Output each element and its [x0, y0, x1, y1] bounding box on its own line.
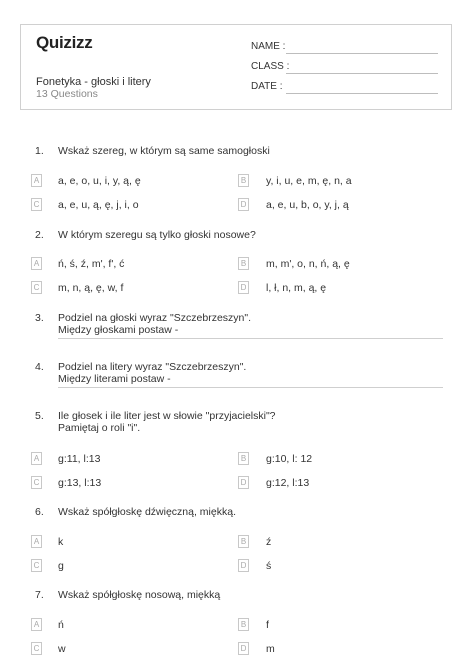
option-text: k — [58, 536, 64, 548]
option-letter-box[interactable]: A — [31, 535, 42, 548]
option-text: g — [58, 560, 64, 572]
question-number: 6. — [35, 506, 44, 518]
option-text: a, e, u, b, o, y, j, ą — [266, 199, 349, 211]
option-letter-box[interactable]: D — [238, 281, 249, 294]
option-letter-box[interactable]: C — [31, 476, 42, 489]
question-text: Ile głosek i ile liter jest w słowie "przyjacielski"? Pamiętaj o roli "i". — [58, 410, 276, 434]
option-text: ź — [266, 536, 272, 548]
option-letter-box[interactable]: A — [31, 257, 42, 270]
option-text: y, i, u, e, m, ę, n, a — [266, 175, 352, 187]
option-text: l, ł, n, m, ą, ę — [266, 282, 327, 294]
question-number: 3. — [35, 312, 44, 324]
option-letter-box[interactable]: B — [238, 257, 249, 270]
option-letter-box[interactable]: D — [238, 642, 249, 655]
answer-line[interactable] — [58, 387, 443, 388]
class-field[interactable] — [286, 73, 438, 74]
option-text: ń, ś, ź, m', f', ć — [58, 258, 125, 270]
option-text: m — [266, 643, 275, 655]
question-number: 1. — [35, 145, 44, 157]
option-text: w — [58, 643, 66, 655]
question-text: Wskaż spółgłoskę nosową, miękką — [58, 589, 221, 601]
option-text: m, m', o, n, ń, ą, ę — [266, 258, 350, 270]
option-text: g:13, l:13 — [58, 477, 102, 489]
option-letter-box[interactable]: D — [238, 559, 249, 572]
option-text: f — [266, 619, 269, 631]
option-letter-box[interactable]: C — [31, 559, 42, 572]
date-field[interactable] — [286, 93, 438, 94]
class-label: CLASS : — [251, 61, 290, 72]
option-text: ń — [58, 619, 64, 631]
option-text: ś — [266, 560, 272, 572]
name-field[interactable] — [286, 53, 438, 54]
option-letter-box[interactable]: B — [238, 618, 249, 631]
option-text: g:10, l: 12 — [266, 453, 313, 465]
question-number: 4. — [35, 361, 44, 373]
option-letter-box[interactable]: B — [238, 452, 249, 465]
option-letter-box[interactable]: D — [238, 476, 249, 489]
option-letter-box[interactable]: A — [31, 452, 42, 465]
option-letter-box[interactable]: A — [31, 618, 42, 631]
worksheet-title: Fonetyka - głoski i litery — [36, 76, 151, 88]
option-text: a, e, o, u, i, y, ą, ę — [58, 175, 141, 187]
option-letter-box[interactable]: B — [238, 174, 249, 187]
question-count: 13 Questions — [36, 88, 98, 100]
question-number: 2. — [35, 229, 44, 241]
question-text: Wskaż szereg, w którym są same samogłoski — [58, 145, 270, 157]
option-letter-box[interactable]: D — [238, 198, 249, 211]
option-text: g:11, l:13 — [58, 453, 101, 465]
question-text: Wskaż spółgłoskę dźwięczną, miękką. — [58, 506, 236, 518]
question-number: 7. — [35, 589, 44, 601]
quizizz-logo — [36, 33, 92, 53]
option-letter-box[interactable]: A — [31, 174, 42, 187]
question-number: 5. — [35, 410, 44, 422]
option-text: a, e, u, ą, ę, j, i, o — [58, 199, 139, 211]
question-text: W którym szeregu są tylko głoski nosowe? — [58, 229, 256, 241]
logo-text: Quizizz — [36, 33, 93, 52]
option-letter-box[interactable]: B — [238, 535, 249, 548]
option-letter-box[interactable]: C — [31, 281, 42, 294]
option-text: m, n, ą, ę, w, f — [58, 282, 124, 294]
option-letter-box[interactable]: C — [31, 642, 42, 655]
name-label: NAME : — [251, 41, 286, 52]
option-text: g:12, l:13 — [266, 477, 310, 489]
answer-line[interactable] — [58, 338, 443, 339]
option-letter-box[interactable]: C — [31, 198, 42, 211]
question-text: Podziel na głoski wyraz "Szczebrzeszyn". Między głoskami postaw - — [58, 312, 252, 336]
date-label: DATE : — [251, 81, 283, 92]
question-text: Podziel na litery wyraz "Szczebrzeszyn". Między literami postaw - — [58, 361, 247, 385]
